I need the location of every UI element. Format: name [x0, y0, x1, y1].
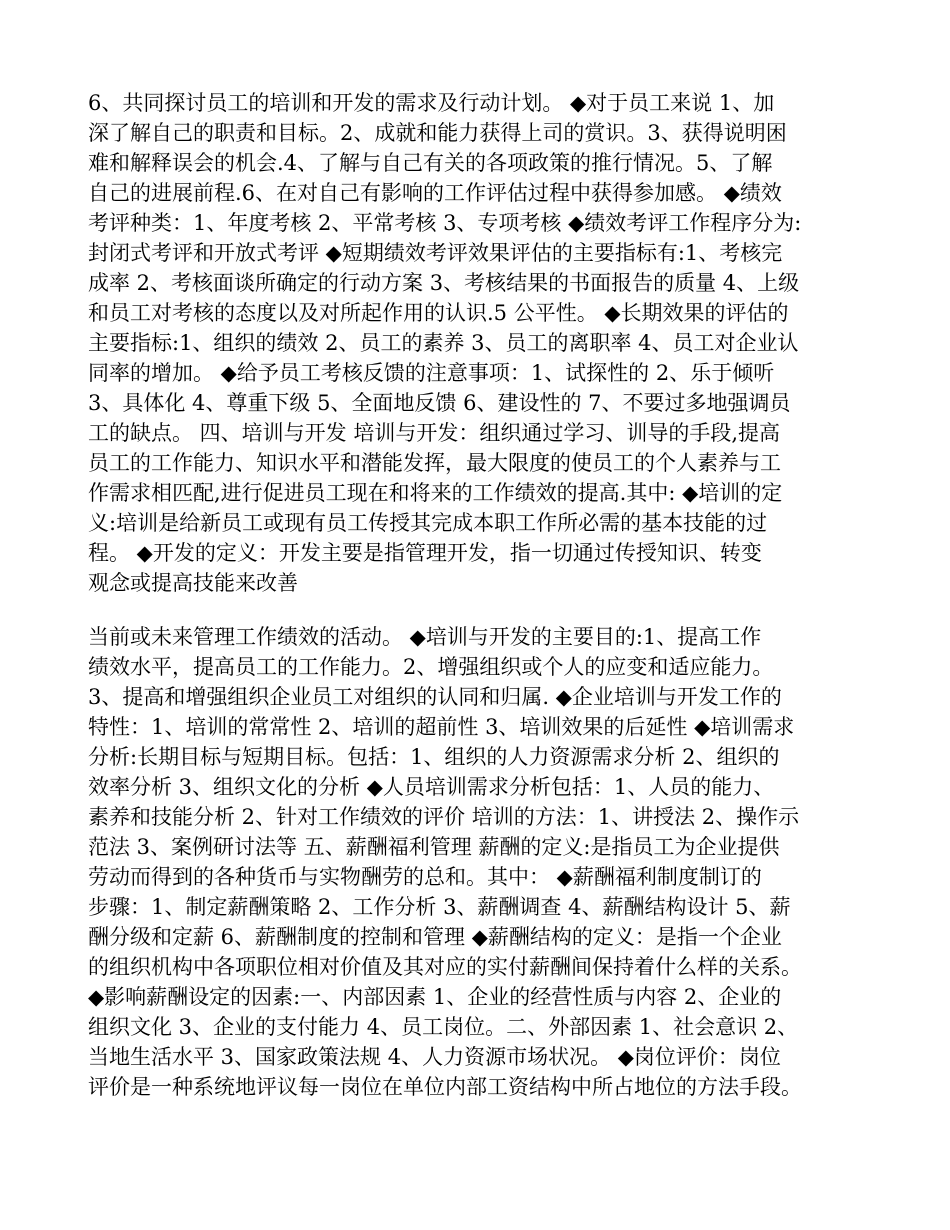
- text-line: 员工的工作能力、知识水平和潜能发挥，最大限度的使员工的个人素养与工: [88, 451, 781, 475]
- text-line: 组织文化 3、企业的支付能力 4、员工岗位。二、外部因素 1、社会意识 2、: [88, 1015, 799, 1039]
- text-line: 效率分析 3、组织文化的分析 ◆人员培训需求分析包括：1、人员的能力、: [88, 775, 775, 799]
- text-line: 义:培训是给新员工或现有员工传授其完成本职工作所必需的基本技能的过: [88, 511, 768, 535]
- text-line: 酬分级和定薪 6、薪酬制度的控制和管理 ◆薪酬结构的定义：是指一个企业: [88, 925, 782, 949]
- text-line: 特性：1、培训的常常性 2、培训的超前性 3、培训效果的后延性 ◆培训需求: [88, 715, 795, 739]
- text-line: 自己的进展前程.6、在对自己有影响的工作评估过程中获得参加感。 ◆绩效: [88, 181, 782, 205]
- text-line: 评价是一种系统地评议每一岗位在单位内部工资结构中所占地位的方法手段。: [88, 1075, 802, 1099]
- text-line: 绩效水平，提高员工的工作能力。2、增强组织或个人的应变和适应能力。: [88, 655, 774, 679]
- text-line: 深了解自己的职责和目标。2、成就和能力获得上司的赏识。3、获得说明困: [88, 121, 787, 145]
- text-line: 素养和技能分析 2、针对工作绩效的评价 培训的方法：1、讲授法 2、操作示: [88, 805, 800, 829]
- text-line: 劳动而得到的各种货币与实物酬劳的总和。其中： ◆薪酬福利制度制订的: [88, 865, 762, 889]
- text-line: 当前或未来管理工作绩效的活动。 ◆培训与开发的主要目的:1、提高工作: [88, 625, 762, 649]
- text-line: 同率的增加。 ◆给予员工考核反馈的注意事项：1、试探性的 2、乐于倾听: [88, 361, 775, 385]
- text-line: 观念或提高技能来改善: [88, 571, 298, 595]
- text-line: 和员工对考核的态度以及对所起作用的认识.5 公平性。 ◆长期效果的评估的: [88, 301, 789, 325]
- text-line: 当地生活水平 3、国家政策法规 4、人力资源市场状况。 ◆岗位评价：岗位: [88, 1045, 781, 1069]
- text-line: 作需求相匹配,进行促进员工现在和将来的工作绩效的提高.其中: ◆培训的定: [88, 481, 783, 505]
- text-line: 步骤：1、制定薪酬策略 2、工作分析 3、薪酬调查 4、薪酬结构设计 5、薪: [88, 895, 791, 919]
- text-line: 考评种类：1、年度考核 2、平常考核 3、专项考核 ◆绩效考评工作程序分为:: [88, 211, 802, 235]
- text-line: 分析:长期目标与短期目标。包括：1、组织的人力资源需求分析 2、组织的: [88, 745, 780, 769]
- text-line: 3、提高和增强组织企业员工对组织的认同和归属. ◆企业培训与开发工作的: [88, 685, 782, 709]
- text-line: 范法 3、案例研讨法等 五、薪酬福利管理 薪酬的定义:是指员工为企业提供: [88, 835, 780, 859]
- text-line: 程。 ◆开发的定义：开发主要是指管理开发，指一切通过传授知识、转变: [88, 541, 762, 565]
- text-line: 成率 2、考核面谈所确定的行动方案 3、考核结果的书面报告的质量 4、上级: [88, 271, 800, 295]
- text-line: 主要指标:1、组织的绩效 2、员工的素养 3、员工的离职率 4、员工对企业认: [88, 331, 799, 355]
- text-line: 工的缺点。 四、培训与开发 培训与开发：组织通过学习、训导的手段,提高: [88, 421, 781, 445]
- text-line: 的组织机构中各项职位相对价值及其对应的实付薪酬间保持着什么样的关系。: [88, 955, 802, 979]
- text-line: 封闭式考评和开放式考评 ◆短期绩效考评效果评估的主要指标有:1、考核完: [88, 241, 783, 265]
- text-line: 3、具体化 4、尊重下级 5、全面地反馈 6、建设性的 7、不要过多地强调员: [88, 391, 791, 415]
- text-line: ◆影响薪酬设定的因素:一、内部因素 1、企业的经营性质与内容 2、企业的: [88, 985, 782, 1009]
- text-line: 6、共同探讨员工的培训和开发的需求及行动计划。 ◆对于员工来说 1、加: [88, 91, 775, 115]
- text-line: 难和解释误会的机会.4、了解与自己有关的各项政策的推行情况。5、了解: [88, 151, 773, 175]
